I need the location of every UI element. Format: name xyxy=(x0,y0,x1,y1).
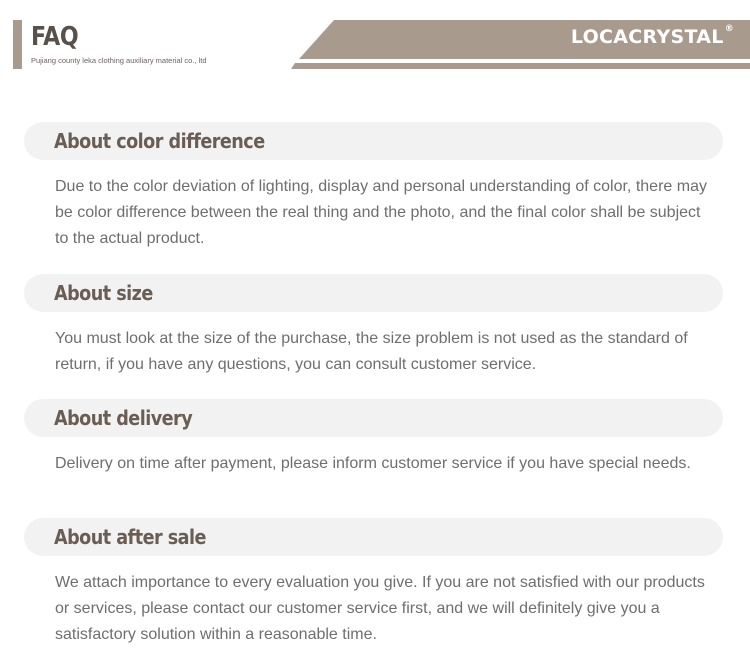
section-title: About size xyxy=(54,281,153,305)
section-body: Due to the color deviation of lighting, display and personal understanding of color, there may be color difference between the real thing and the photo, and the final color shall be subject to the actual product. xyxy=(55,178,707,247)
section-header-color xyxy=(24,122,723,160)
section-body: Delivery on time after payment, please inform customer service if you have special needs. xyxy=(55,455,691,472)
brand-name: LOCACRYSTAL xyxy=(570,26,724,48)
brand-logo xyxy=(571,26,734,48)
section-title: About delivery xyxy=(54,406,193,430)
banner-thin-stripe xyxy=(291,63,750,69)
section-title: About color difference xyxy=(54,129,265,153)
section-header-size xyxy=(24,274,723,312)
section-body: You must look at the size of the purchase, the size problem is not used as the standard of return, if you have any questions, you can consult customer service. xyxy=(55,330,688,373)
page-title: FAQ xyxy=(31,22,79,52)
section-body: We attach importance to every evaluation you give. If you are not satisfied with our products or services, please contact our customer service first, and we will definitely give you a satisfactory solution within a reasonable time. xyxy=(55,574,705,643)
company-subtitle: Pujiang county leka clothing auxiliary material co., ltd xyxy=(31,56,207,65)
section-header-delivery xyxy=(24,399,723,437)
section-title: About after sale xyxy=(54,525,206,549)
section-header-after-sale xyxy=(24,518,723,556)
registered-mark: ® xyxy=(724,24,734,34)
